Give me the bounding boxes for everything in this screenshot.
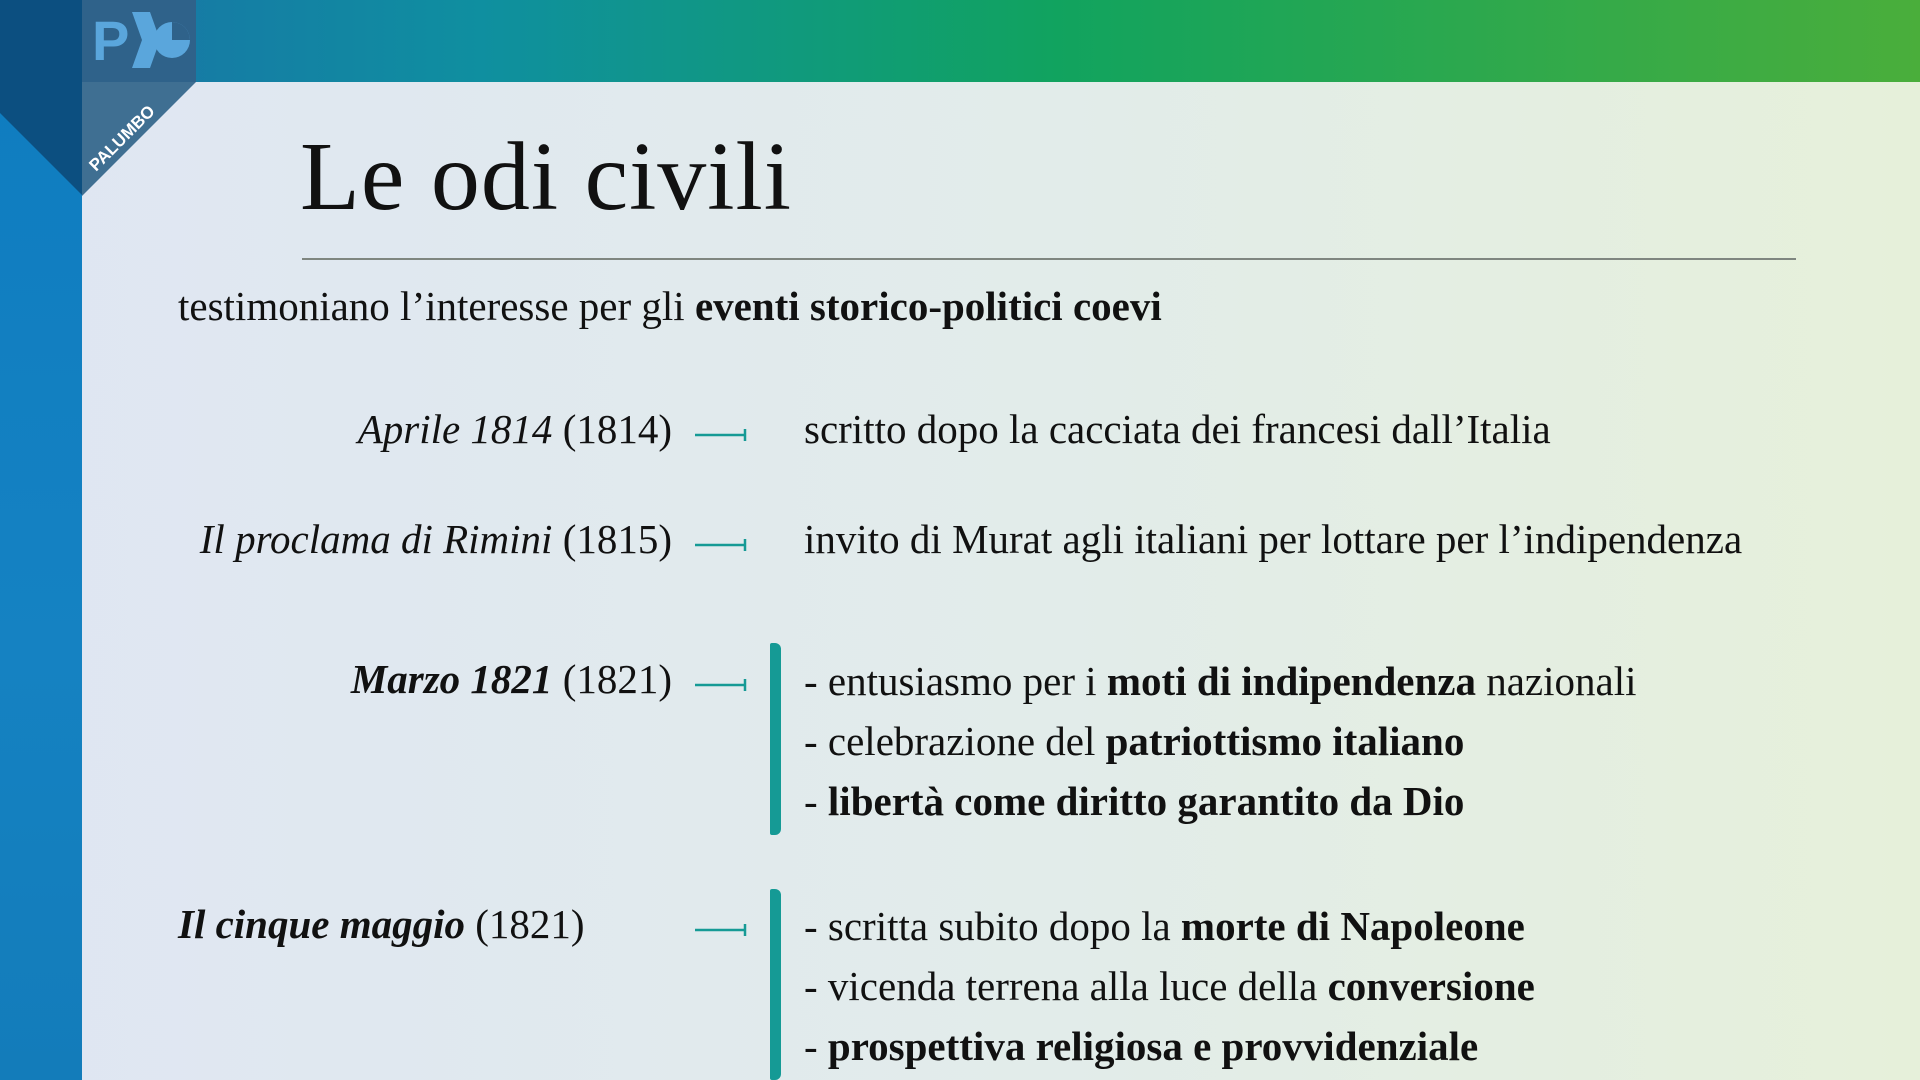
publisher-logo xyxy=(0,0,200,200)
work-title: Aprile 1814 xyxy=(357,406,553,452)
arrow-icon xyxy=(695,678,747,692)
work-title: Il proclama di Rimini xyxy=(199,516,553,562)
work-proclama-rimini xyxy=(200,515,672,563)
bullet-item: - libertà come diritto garantito da Dio xyxy=(804,778,1465,824)
bullets-cinque-maggio xyxy=(804,896,1535,1076)
arrow-icon xyxy=(695,923,747,937)
title-divider xyxy=(302,258,1796,260)
work-marzo-1821 xyxy=(351,655,672,703)
slide-title: Le odi civili xyxy=(300,123,792,231)
bullets-marzo-1821 xyxy=(804,651,1637,831)
header-bar xyxy=(0,0,1920,82)
work-aprile-1814 xyxy=(358,405,672,453)
logo-text: PALUMBO xyxy=(85,101,159,175)
desc-aprile-1814: scritto dopo la cacciata dei francesi dall’Italia xyxy=(804,406,1551,452)
bullet-item: - vicenda terrena alla luce della conversione xyxy=(804,963,1535,1009)
work-year: (1821) xyxy=(475,901,585,947)
work-year: (1814) xyxy=(562,406,672,452)
intro-plain: testimoniano l’interesse per gli xyxy=(178,283,695,329)
work-title: Marzo 1821 xyxy=(350,656,553,702)
work-cinque-maggio xyxy=(178,900,585,948)
bullet-item: - prospettiva religiosa e provvidenziale xyxy=(804,1023,1479,1069)
bullet-item: - celebrazione del patriottismo italiano xyxy=(804,718,1465,764)
bracket xyxy=(770,643,781,835)
arrow-icon xyxy=(695,428,747,442)
desc-proclama-rimini: invito di Murat agli italiani per lottare per l’indipendenza xyxy=(804,516,1743,562)
intro-text xyxy=(178,282,1162,330)
work-year: (1821) xyxy=(562,656,672,702)
intro-bold: eventi storico-politici coevi xyxy=(694,283,1162,329)
bullet-item: - entusiasmo per i moti di indipendenza nazionali xyxy=(804,658,1637,704)
bracket xyxy=(770,889,781,1080)
bullet-item: - scritta subito dopo la morte di Napoleone xyxy=(804,903,1525,949)
logo-letter-icon: P xyxy=(92,9,130,72)
work-year: (1815) xyxy=(562,516,672,562)
work-title: Il cinque maggio xyxy=(178,901,466,947)
arrow-icon xyxy=(695,538,747,552)
